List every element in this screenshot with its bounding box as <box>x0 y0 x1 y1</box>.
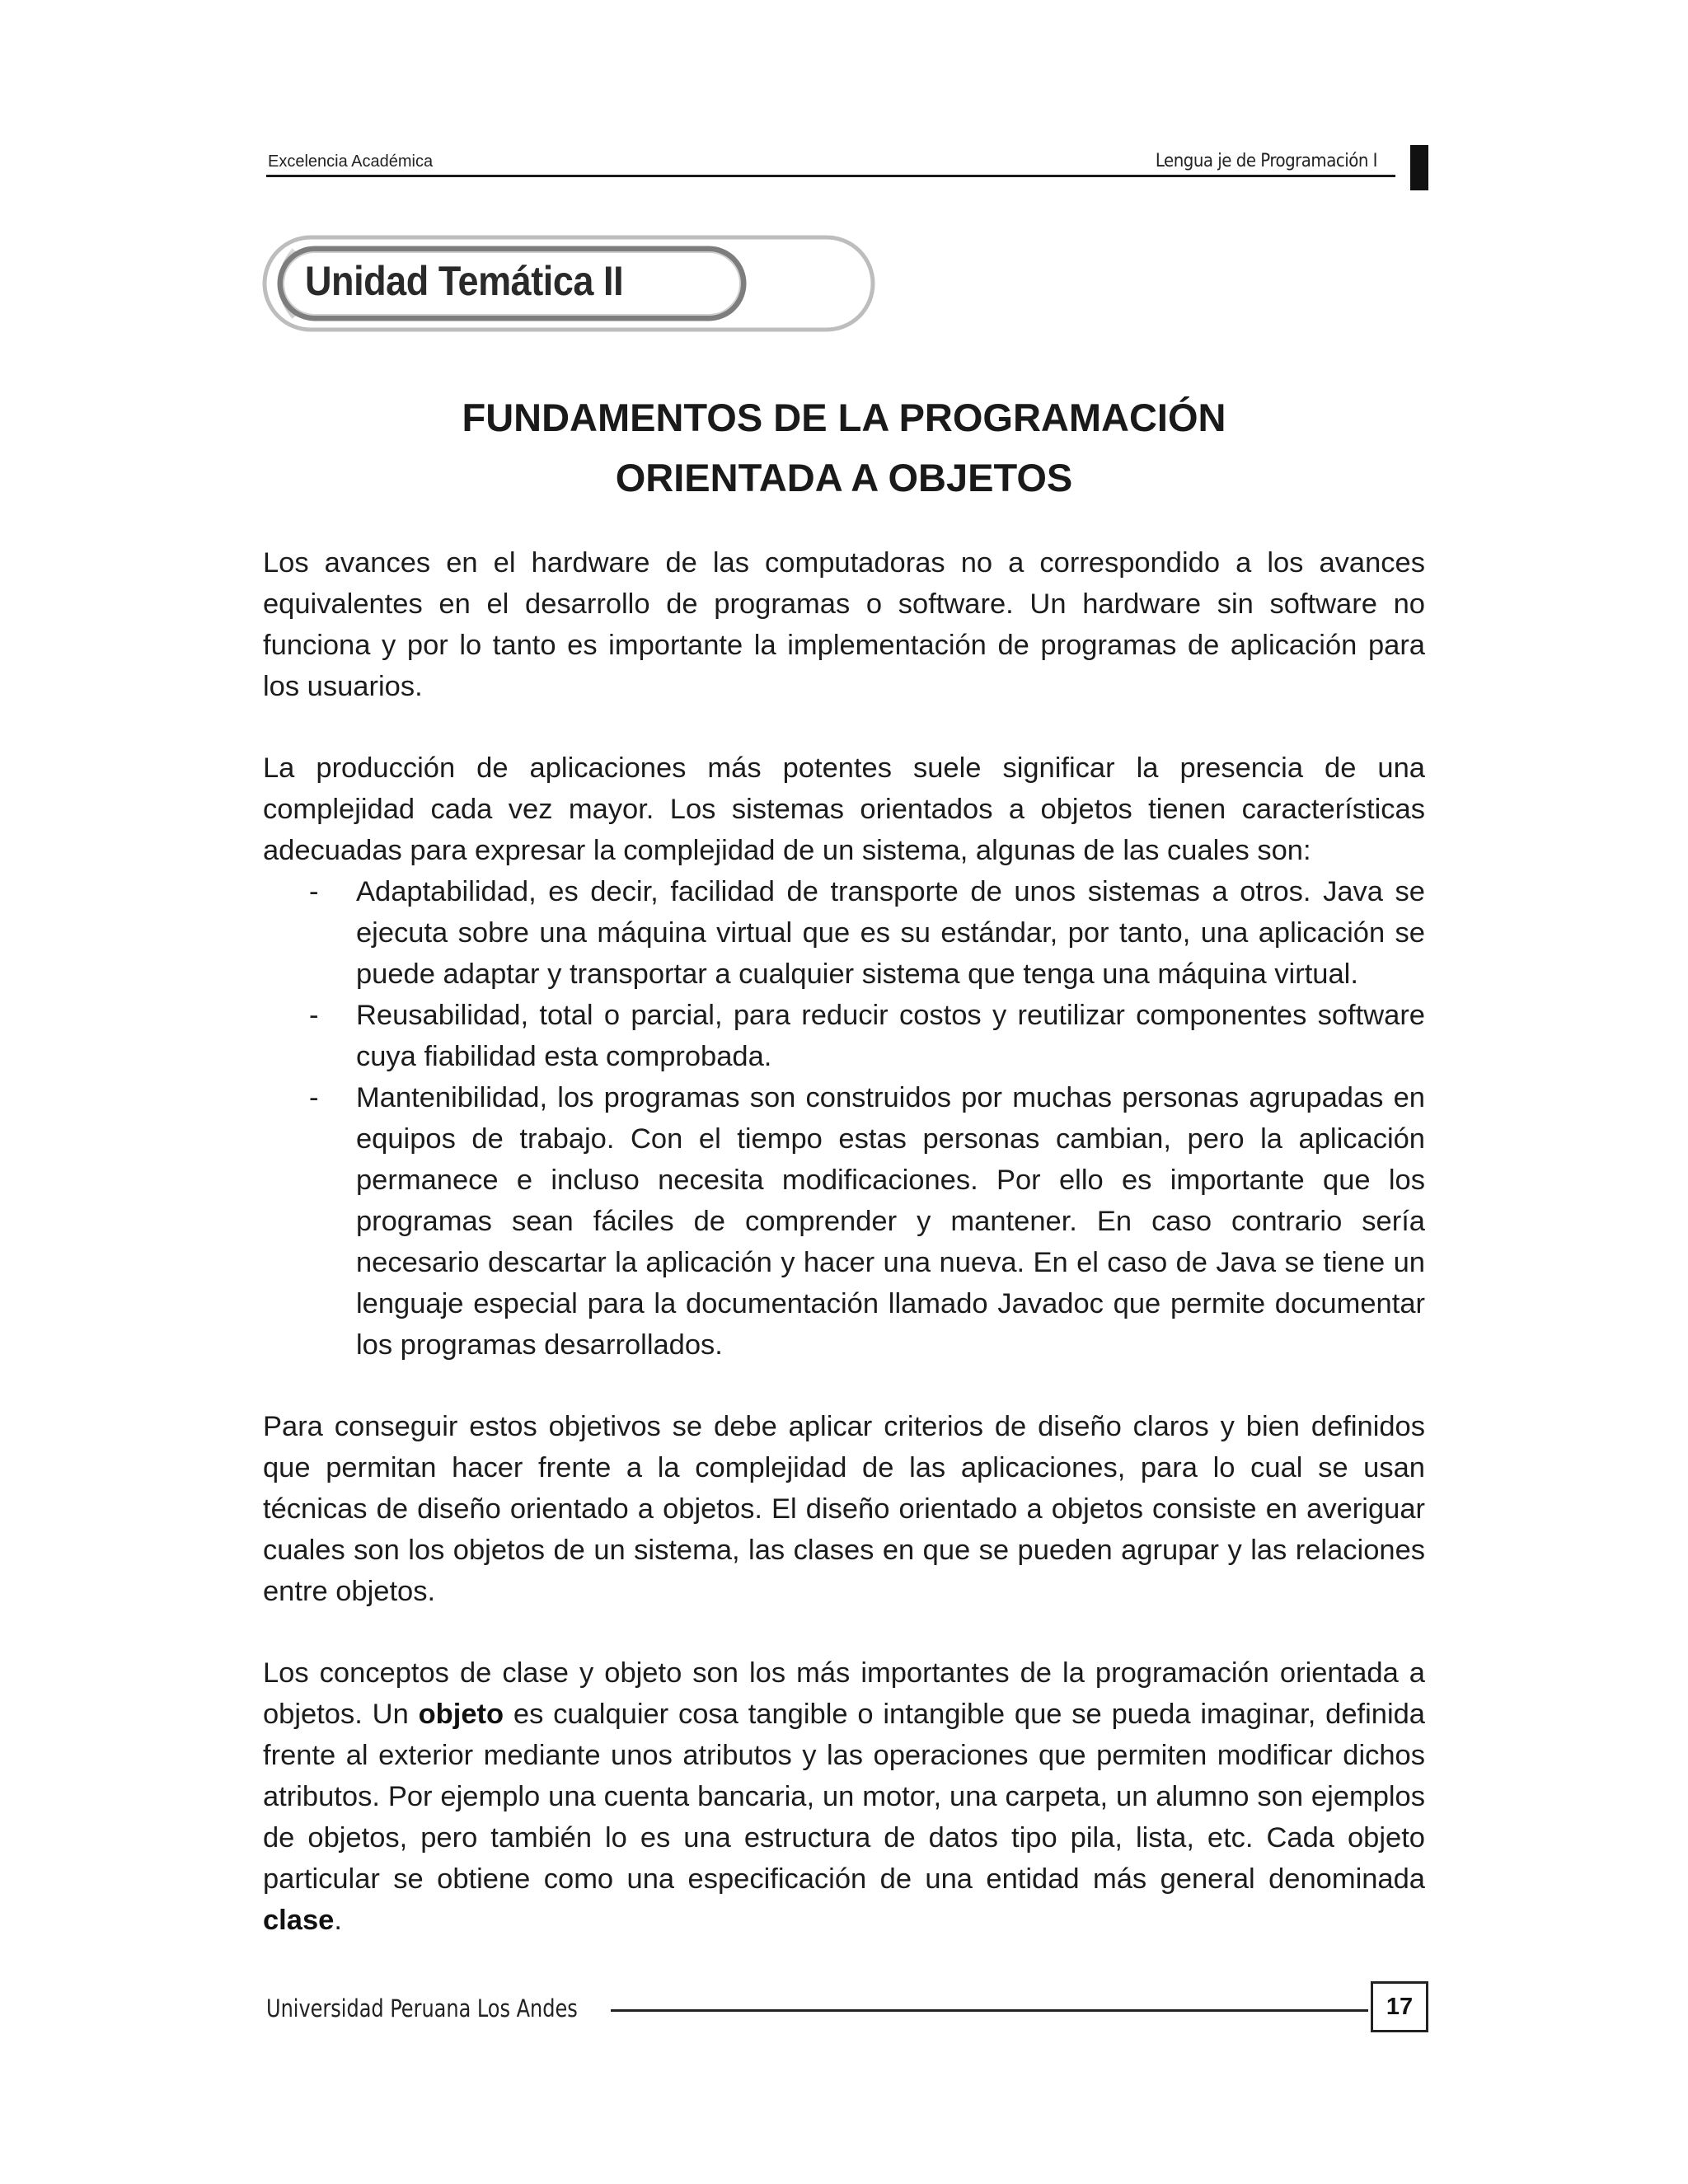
unit-title: Unidad Temática II <box>305 258 624 304</box>
title-line-2: ORIENTADA A OBJETOS <box>615 456 1073 499</box>
paragraph-3: Para conseguir estos objetivos se debe aplicar criterios de diseño claros y bien definidos que permitan hacer frente a la complejidad de las aplicaciones, para lo cual se usan técnicas de diseño orientado a objetos. El diseño orientado a objetos consiste en averiguar cuales son los objetos de un sistema, las clases en que se pueden agrupar y las relaciones entre objetos. <box>263 1411 1425 1607</box>
body-content <box>263 542 1425 1941</box>
bullet-dash: - <box>309 876 319 907</box>
paragraph-1: Los avances en el hardware de las computadoras no a correspondido a los avances equivalentes en el desarrollo de programas o software. Un hardware sin software no funciona y por lo tanto es importante la implementación de programas de aplicación para los usuarios. <box>263 547 1425 702</box>
unit-badge <box>262 234 877 333</box>
header-black-tab <box>1410 145 1428 190</box>
list-item-text: Reusabilidad, total o parcial, para reducir costos y reutilizar componentes software cuya fiabilidad esta comprobada. <box>356 1000 1425 1072</box>
page-title <box>262 387 1426 508</box>
bullet-dash: - <box>309 1000 319 1031</box>
list-item-text: Adaptabilidad, es decir, facilidad de transporte de unos sistemas a otros. Java se ejecuta sobre una máquina virtual que es su estándar, por tanto, una aplicación se puede adaptar y transportar a cualquier sistema que tenga una máquina virtual. <box>356 876 1425 990</box>
term-clase: clase <box>263 1905 335 1936</box>
list-item <box>263 871 1425 995</box>
running-header <box>266 145 1395 177</box>
paragraph-2: La producción de aplicaciones más potentes suele significar la presencia de una complejidad cada vez mayor. Los sistemas orientados a objetos tienen características adecuadas para expresar la complejidad de un sistema, algunas de las cuales son: <box>263 752 1425 866</box>
footer-university: Universidad Peruana Los Andes <box>266 1994 578 2022</box>
list-item <box>263 995 1425 1077</box>
header-left-text: Excelencia Académica <box>268 152 434 171</box>
footer-rule <box>611 2009 1368 2012</box>
characteristics-list <box>263 871 1425 1366</box>
paragraph-4 <box>263 1652 1425 1941</box>
list-item <box>263 1077 1425 1366</box>
header-right-text: Lengua je de Programación I <box>1155 151 1377 171</box>
paragraph-4-text-a: Los conceptos de clase y objeto son los más importantes de la programación orientada a objetos. Un <box>263 1657 1425 1730</box>
bullet-dash: - <box>309 1082 319 1113</box>
term-objeto: objeto <box>418 1699 504 1730</box>
page-number: 17 <box>1371 1981 1428 2032</box>
title-line-1: FUNDAMENTOS DE LA PROGRAMACIÓN <box>462 396 1226 439</box>
page-footer <box>266 1981 1430 2036</box>
paragraph-4-text-b: es cualquier cosa tangible o intangible que se pueda imaginar, definida frente al exterior mediante unos atributos y las operaciones que permiten modificar dichos atributos. Por ejemplo una cuenta bancaria, un motor, una carpeta, un alumno son ejemplos de objetos, pero también lo es una estructura de datos tipo pila, lista, etc. Cada objeto particular se obtiene como una especificación de una entidad más general denominada <box>263 1699 1425 1895</box>
paragraph-4-text-c: . <box>334 1905 342 1936</box>
list-item-text: Mantenibilidad, los programas son construidos por muchas personas agrupadas en equipos de trabajo. Con el tiempo estas personas cambian, pero la aplicación permanece e incluso necesita modificaciones. Por ello es importante que los programas sean fáciles de comprender y mantener. En caso contrario sería necesario descartar la aplicación y hacer una nueva. En el caso de Java se tiene un lenguaje especial para la documentación llamado Javadoc que permite documentar los programas desarrollados. <box>356 1082 1425 1361</box>
